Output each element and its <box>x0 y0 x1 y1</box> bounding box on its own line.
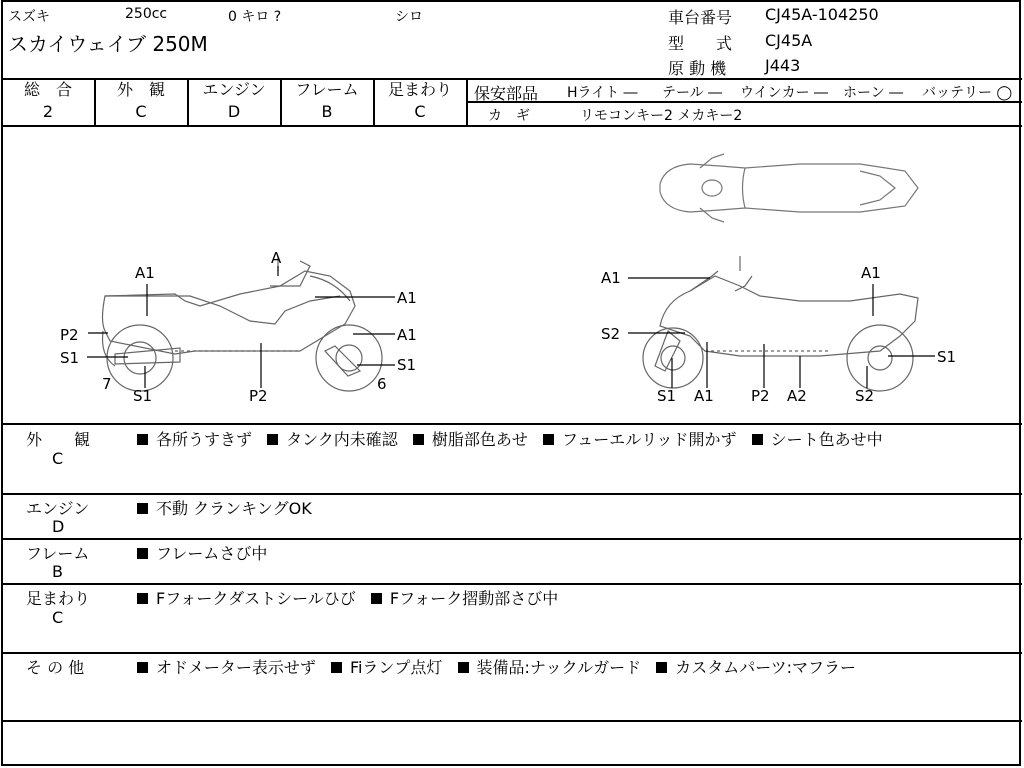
remark-item: シート色あせ中 <box>770 430 883 449</box>
remark-frame-items <box>137 541 277 564</box>
grade-total-label: 総 合 <box>23 80 72 99</box>
divider <box>1 720 1022 722</box>
label-s2-fork: S2 <box>601 325 621 343</box>
left-view-labels <box>87 266 395 388</box>
remark-frame-label: フレーム <box>26 544 90 563</box>
label-a1-front: A1 <box>397 289 417 307</box>
divider <box>466 78 468 126</box>
divider <box>1 652 1022 654</box>
type-label: 型 式 <box>668 34 733 53</box>
remark-suspension-grade: C <box>52 608 64 627</box>
label-a1-screen: A1 <box>601 269 621 287</box>
label-s1-muffler: S1 <box>60 349 80 367</box>
label-p2-floor: P2 <box>249 387 268 405</box>
remark-item: Fフォーク摺動部さび中 <box>389 589 559 608</box>
grade-total-value: 2 <box>42 102 54 121</box>
safety-tail: テール ― <box>662 85 723 101</box>
safety-headlight: Hライト ― <box>567 85 638 101</box>
safety-winker: ウインカー ― <box>740 85 829 101</box>
safety-battery: バッテリー ◯ <box>922 85 1013 101</box>
remark-exterior-items <box>137 427 893 450</box>
left-view-text <box>60 249 417 405</box>
grade-suspension-label: 足まわり <box>387 80 452 99</box>
engine-label: 原 動 機 <box>668 59 727 78</box>
label-s1-front-wheel: S1 <box>657 387 677 405</box>
label-s1-rear-wheel: S1 <box>937 348 957 366</box>
label-s1-front: S1 <box>397 356 417 374</box>
grade-engine-label: エンジン <box>202 80 266 99</box>
remark-item: フューエルリッド開かず <box>562 430 737 449</box>
remark-item: 各所うすきず <box>156 430 253 449</box>
label-a2: A2 <box>787 387 807 405</box>
grade-engine-value: D <box>227 102 241 121</box>
remark-exterior-label: 外 観 <box>26 430 91 449</box>
label-a1-rear: A1 <box>861 264 881 282</box>
remark-item: タンク内未確認 <box>286 430 398 449</box>
remark-suspension-label: 足まわり <box>26 589 91 608</box>
divider <box>1 423 1022 425</box>
divider <box>1 583 1022 585</box>
grade-exterior-value: C <box>135 102 147 121</box>
remark-suspension-items <box>137 586 568 609</box>
remark-item: 不動 クランキングOK <box>156 499 312 518</box>
grade-exterior-label: 外 観 <box>116 80 165 99</box>
damage-diagram <box>0 126 1024 424</box>
scooter-top-view <box>660 154 918 222</box>
remark-frame-grade: B <box>52 562 63 581</box>
remark-item: フレームさび中 <box>156 544 268 563</box>
maker: スズキ <box>8 9 50 25</box>
model-name: スカイウェイブ 250M <box>8 32 208 56</box>
frame-no: CJ45A-104250 <box>765 5 879 24</box>
displacement: 250cc <box>125 6 168 22</box>
engine-value: J443 <box>765 56 801 75</box>
remark-item: 装備品:ナックルガード <box>476 658 642 677</box>
remark-item: 樹脂部色あせ <box>431 430 528 449</box>
safety-horn: ホーン ― <box>843 85 904 101</box>
label-a1-seat: A1 <box>135 264 155 282</box>
remark-engine-grade: D <box>52 517 65 536</box>
key-label: カ ギ <box>488 108 530 124</box>
label-s1-rear: S1 <box>133 387 153 405</box>
grade-frame-label: フレーム <box>295 80 359 99</box>
divider <box>1 538 1022 540</box>
type-value: CJ45A <box>765 31 813 50</box>
right-view-labels <box>628 278 935 388</box>
remark-other-label: そ の 他 <box>26 658 85 677</box>
label-7: 7 <box>102 375 112 393</box>
remark-other-items <box>137 655 866 678</box>
safety-label: 保安部品 <box>474 84 539 103</box>
mileage: 0 キロ ? <box>228 9 282 25</box>
label-a1-fender: A1 <box>397 326 417 344</box>
remark-engine-items <box>137 496 322 519</box>
color: シロ <box>395 9 423 25</box>
remark-engine-label: エンジン <box>26 499 90 518</box>
label-p2-side: P2 <box>751 387 770 405</box>
label-6: 6 <box>377 375 387 393</box>
grade-suspension-value: C <box>414 102 426 121</box>
key-value: リモコンキー2 メカキー2 <box>580 108 743 124</box>
remark-item: オドメーター表示せず <box>156 658 316 677</box>
frame-no-label: 車台番号 <box>668 8 733 27</box>
remark-exterior-grade: C <box>52 449 64 468</box>
divider <box>1 493 1022 495</box>
label-a1-lower: A1 <box>694 387 714 405</box>
remark-item: Fフォークダストシールひび <box>156 589 356 608</box>
grade-frame-value: B <box>321 102 333 121</box>
remark-item: Fiランプ点灯 <box>349 658 443 677</box>
remark-item: カスタムパーツ:マフラー <box>675 658 856 677</box>
label-p2-rear: P2 <box>60 326 79 344</box>
label-s2-rear: S2 <box>855 387 875 405</box>
label-a-left: A <box>271 249 282 267</box>
